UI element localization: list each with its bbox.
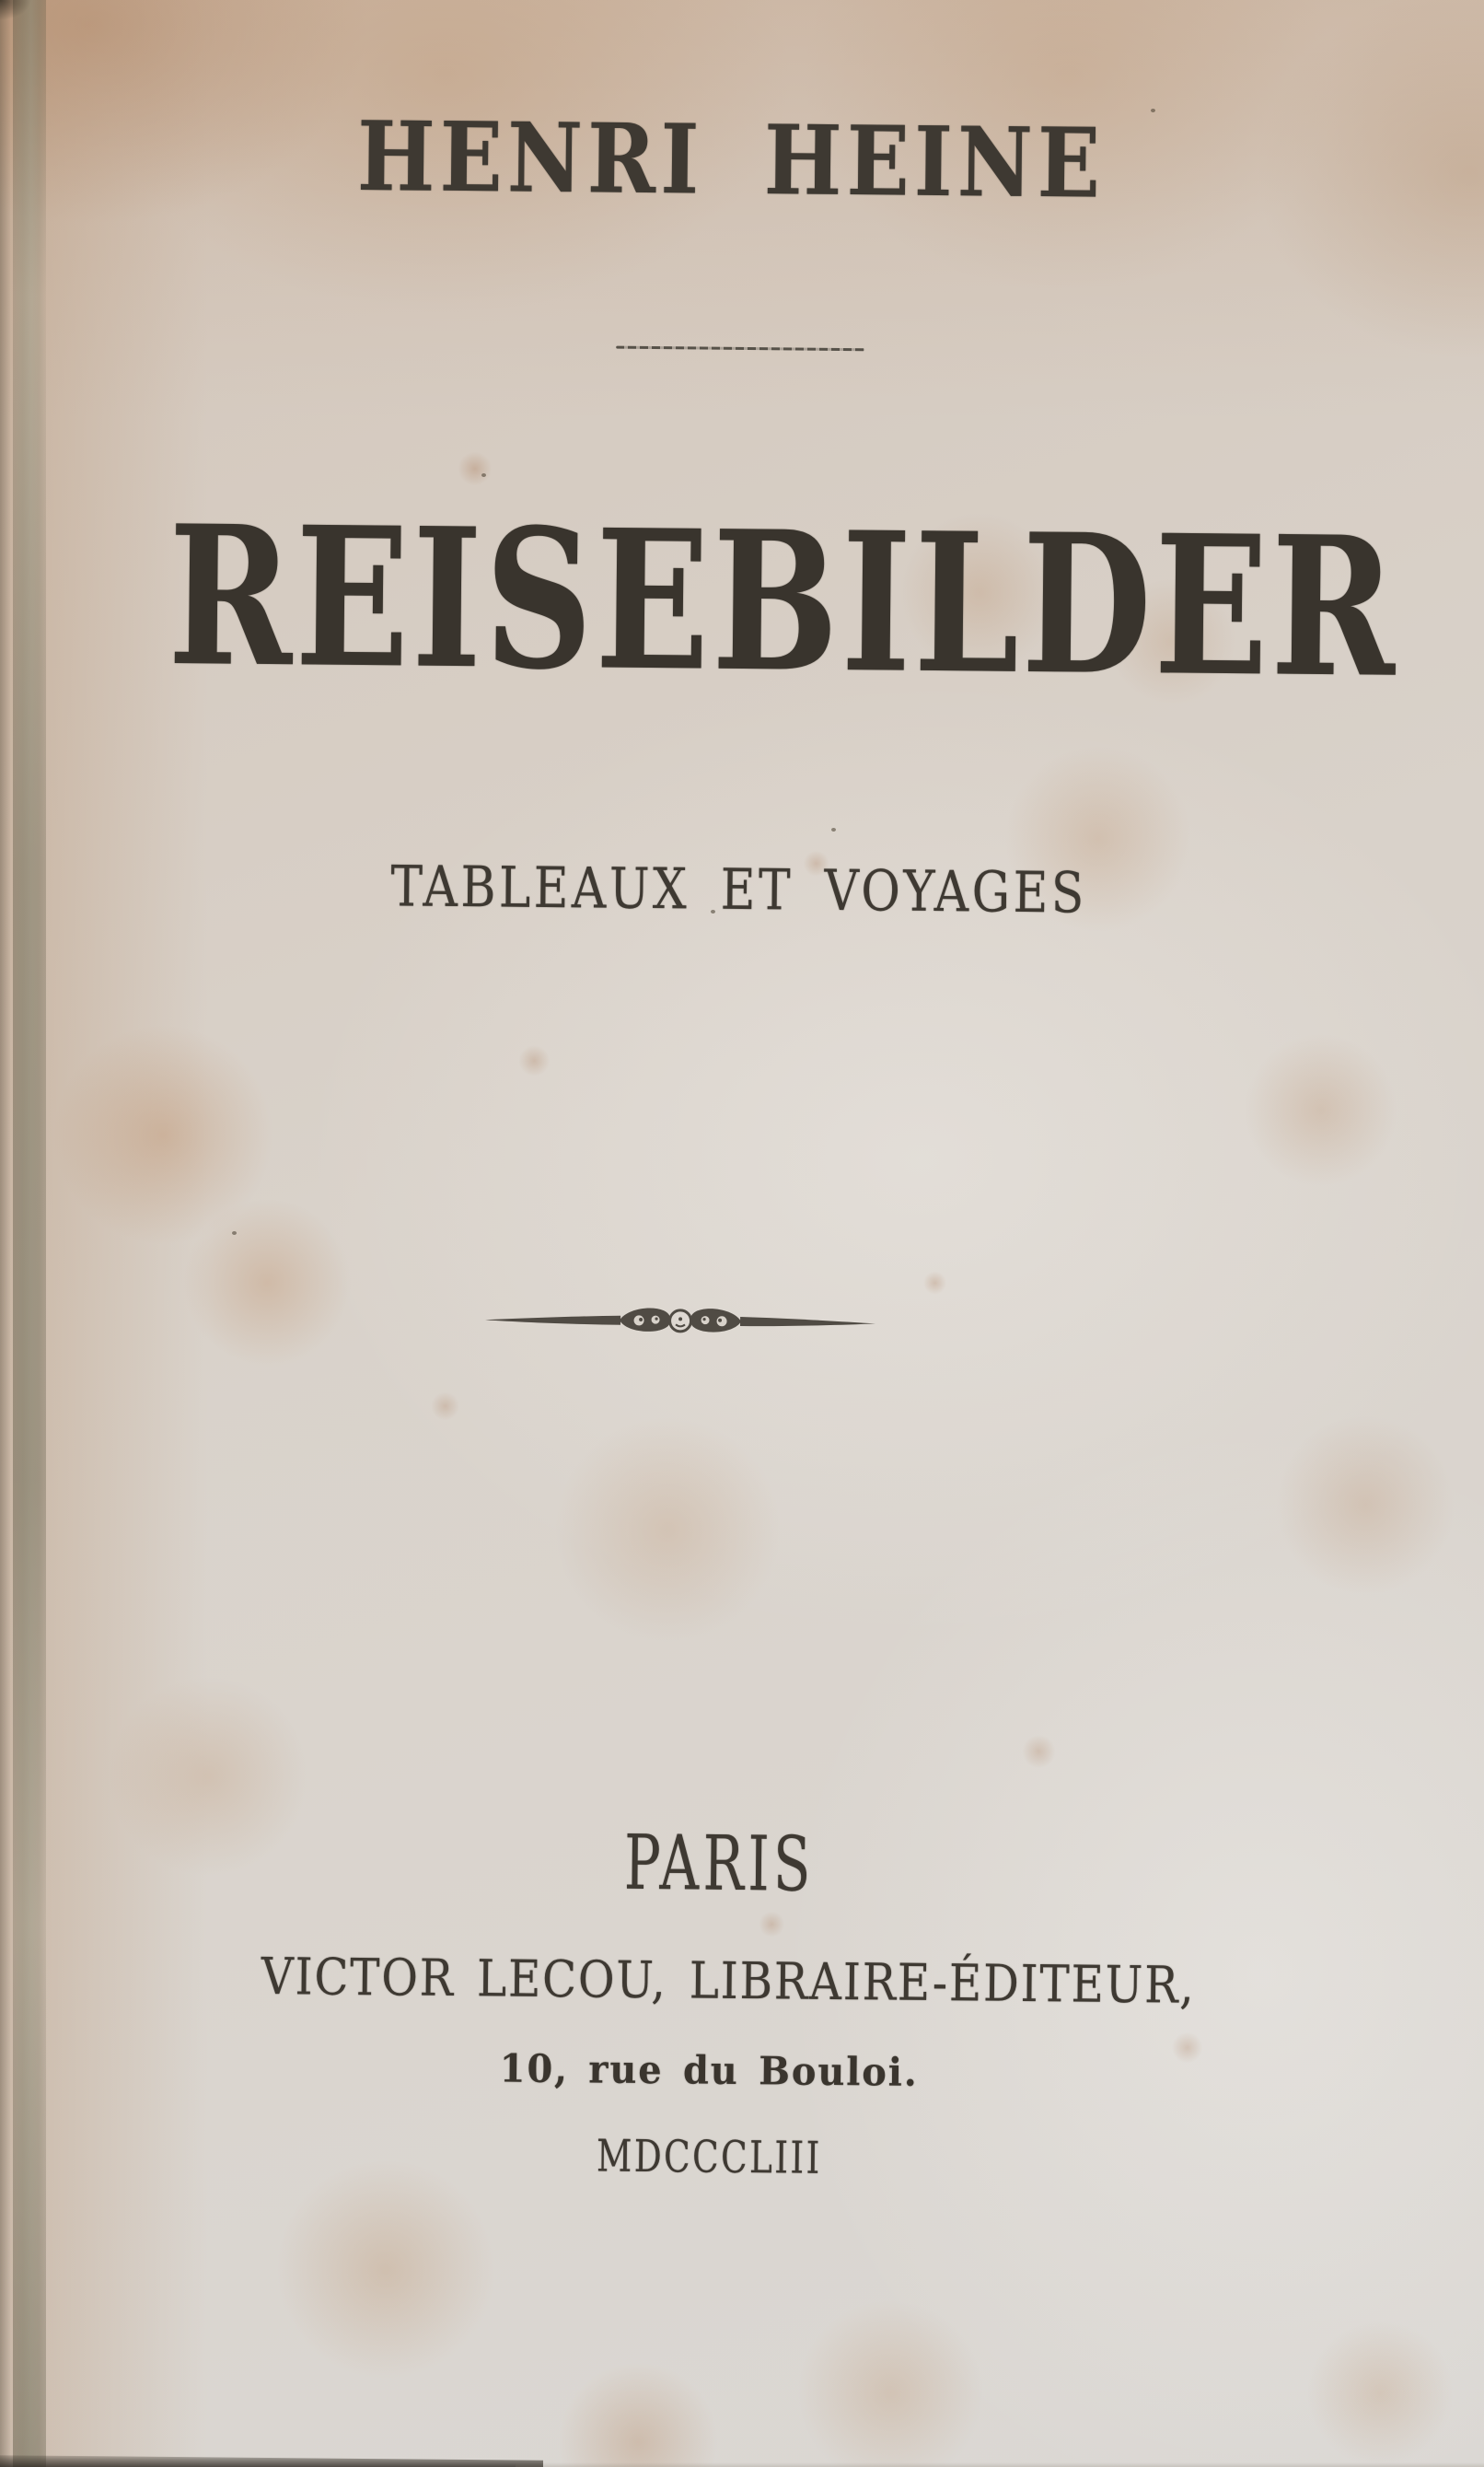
fleuron-divider-icon — [482, 1298, 878, 1343]
imprint-publisher: VICTOR LECOU, LIBRAIRE-ÉDITEUR, — [261, 1947, 1196, 2015]
divider-rule — [616, 346, 864, 352]
book-title: REISEBILDER — [167, 483, 1399, 721]
imprint-city: PARIS — [623, 1819, 816, 1909]
imprint-address: 10, rue du Bouloi. — [499, 2045, 919, 2095]
imprint-year: MDCCCLIII — [596, 2130, 822, 2184]
book-subtitle: TABLEAUX ET VOYAGES — [390, 854, 1088, 926]
author-name: HENRI HEINE — [356, 99, 1106, 220]
